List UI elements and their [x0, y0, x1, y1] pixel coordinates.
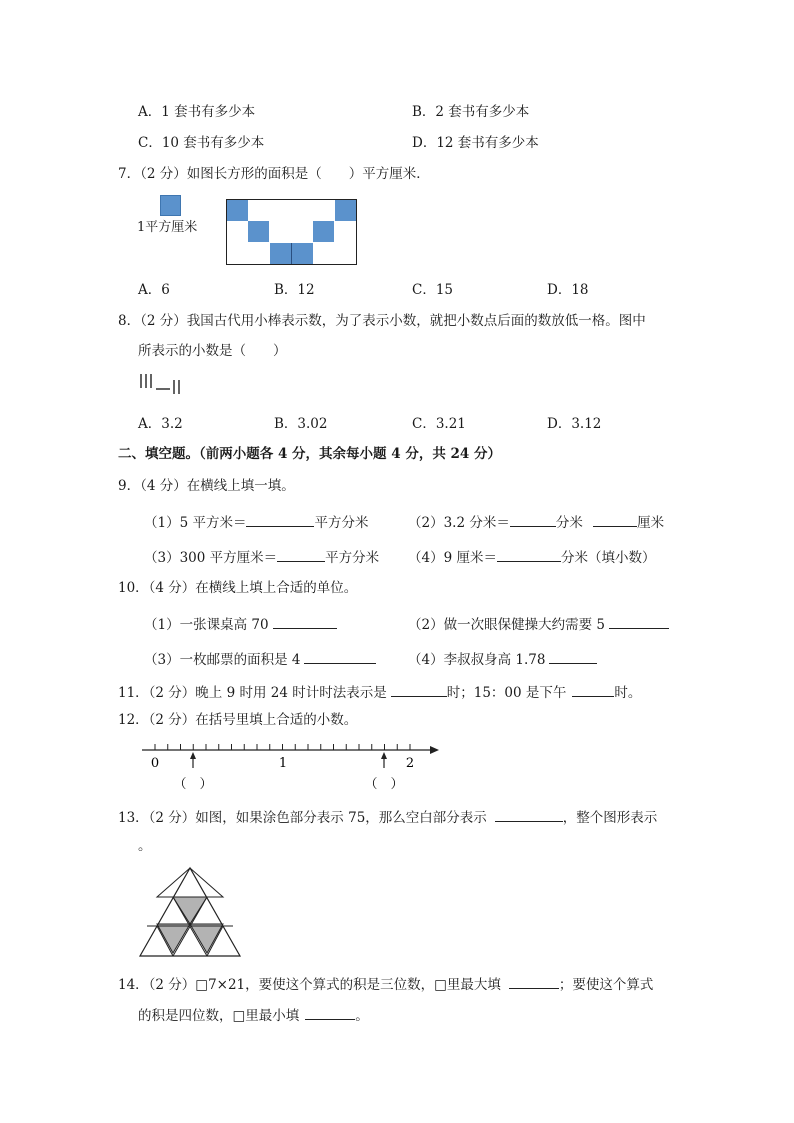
answer-paren-1: （ ）	[173, 777, 213, 792]
q7-option-d: D．18	[547, 282, 589, 298]
tick-label-1: 1	[278, 756, 288, 771]
q12-stem: 12．（2 分）在括号里填上合适的小数。	[118, 712, 358, 728]
answer-blank[interactable]	[510, 513, 556, 527]
q9-part4: （4）9 厘米＝ 分米（填小数）	[408, 550, 656, 566]
counting-rods-figure	[138, 372, 188, 396]
q13-line2: 。	[138, 838, 152, 854]
q10-part1: （1）一张课桌高 70	[144, 615, 337, 633]
unit-square-figure	[160, 195, 182, 217]
q10-part2: （2）做一次眼保健操大约需要 5	[408, 615, 669, 633]
q7-option-a: A．6	[138, 282, 170, 298]
answer-blank[interactable]	[277, 548, 325, 562]
answer-blank[interactable]	[495, 808, 563, 822]
answer-blank[interactable]	[572, 683, 614, 697]
answer-blank[interactable]	[497, 548, 561, 562]
answer-blank[interactable]	[391, 683, 447, 697]
q13-line1: 13．（2 分）如图，如果涂色部分表示 75，那么空白部分表示 ，整个图形表示	[118, 810, 658, 826]
triangle-figure	[138, 866, 244, 960]
q6-option-c: C．10 套书有多少本	[138, 135, 265, 151]
q6-option-d: D．12 套书有多少本	[412, 135, 539, 151]
q10-stem: 10．（4 分）在横线上填上合适的单位。	[118, 580, 358, 596]
q7-stem: 7．（2 分）如图长方形的面积是（ ）平方厘米．	[118, 166, 430, 182]
q6-option-a: A．1 套书有多少本	[138, 104, 256, 120]
q8-stem-line2: 所表示的小数是（ ）	[138, 343, 287, 359]
answer-blank[interactable]	[273, 615, 337, 629]
q14-line2: 的积是四位数，□里最小填 。	[138, 1008, 369, 1024]
rectangle-grid-figure	[226, 199, 358, 267]
q10-part3: （3）一枚邮票的面积是 4	[144, 650, 376, 668]
number-line-ticks	[155, 744, 410, 750]
answer-blank[interactable]	[509, 975, 559, 989]
tick-label-2: 2	[405, 756, 415, 771]
q9-part1: （1）5 平方米＝ 平方分米	[144, 515, 369, 531]
unit-square-label: 1平方厘米	[137, 220, 198, 235]
answer-blank[interactable]	[593, 513, 637, 527]
q8-option-b: B．3.02	[274, 416, 328, 432]
q6-option-b: B．2 套书有多少本	[412, 104, 530, 120]
answer-paren-2: （ ）	[364, 777, 404, 792]
answer-blank[interactable]	[549, 650, 597, 664]
number-line-figure	[138, 740, 443, 795]
q11-line: 11．（2 分）晚上 9 时用 24 时计时法表示是 时；15：00 是下午 时。	[118, 685, 642, 701]
answer-blank[interactable]	[246, 513, 314, 527]
q8-option-d: D．3.12	[547, 416, 602, 432]
answer-blank[interactable]	[609, 615, 669, 629]
answer-blank[interactable]	[304, 650, 376, 664]
q8-option-a: A．3.2	[138, 416, 183, 432]
q8-stem-line1: 8．（2 分）我国古代用小棒表示数，为了表示小数，就把小数点后面的数放低一格。图中	[118, 313, 646, 329]
q10-part4: （4）李叔叔身高 1.78	[408, 650, 597, 668]
q9-part2: （2）3.2 分米＝ 分米 厘米	[408, 515, 665, 531]
answer-blank[interactable]	[305, 1006, 355, 1020]
q7-option-c: C．15	[412, 282, 454, 298]
q9-stem: 9．（4 分）在横线上填一填。	[118, 478, 295, 494]
q9-part3: （3）300 平方厘米＝ 平方分米	[144, 550, 380, 566]
tick-label-0: 0	[150, 756, 160, 771]
q14-line1: 14．（2 分）□7×21，要使这个算式的积是三位数，□里最大填 ；要使这个算式	[118, 977, 654, 993]
section-heading: 二、填空题。（前两小题各 4 分，其余每小题 4 分，共 24 分）	[118, 446, 502, 462]
q8-option-c: C．3.21	[412, 416, 466, 432]
q7-option-b: B．12	[274, 282, 315, 298]
